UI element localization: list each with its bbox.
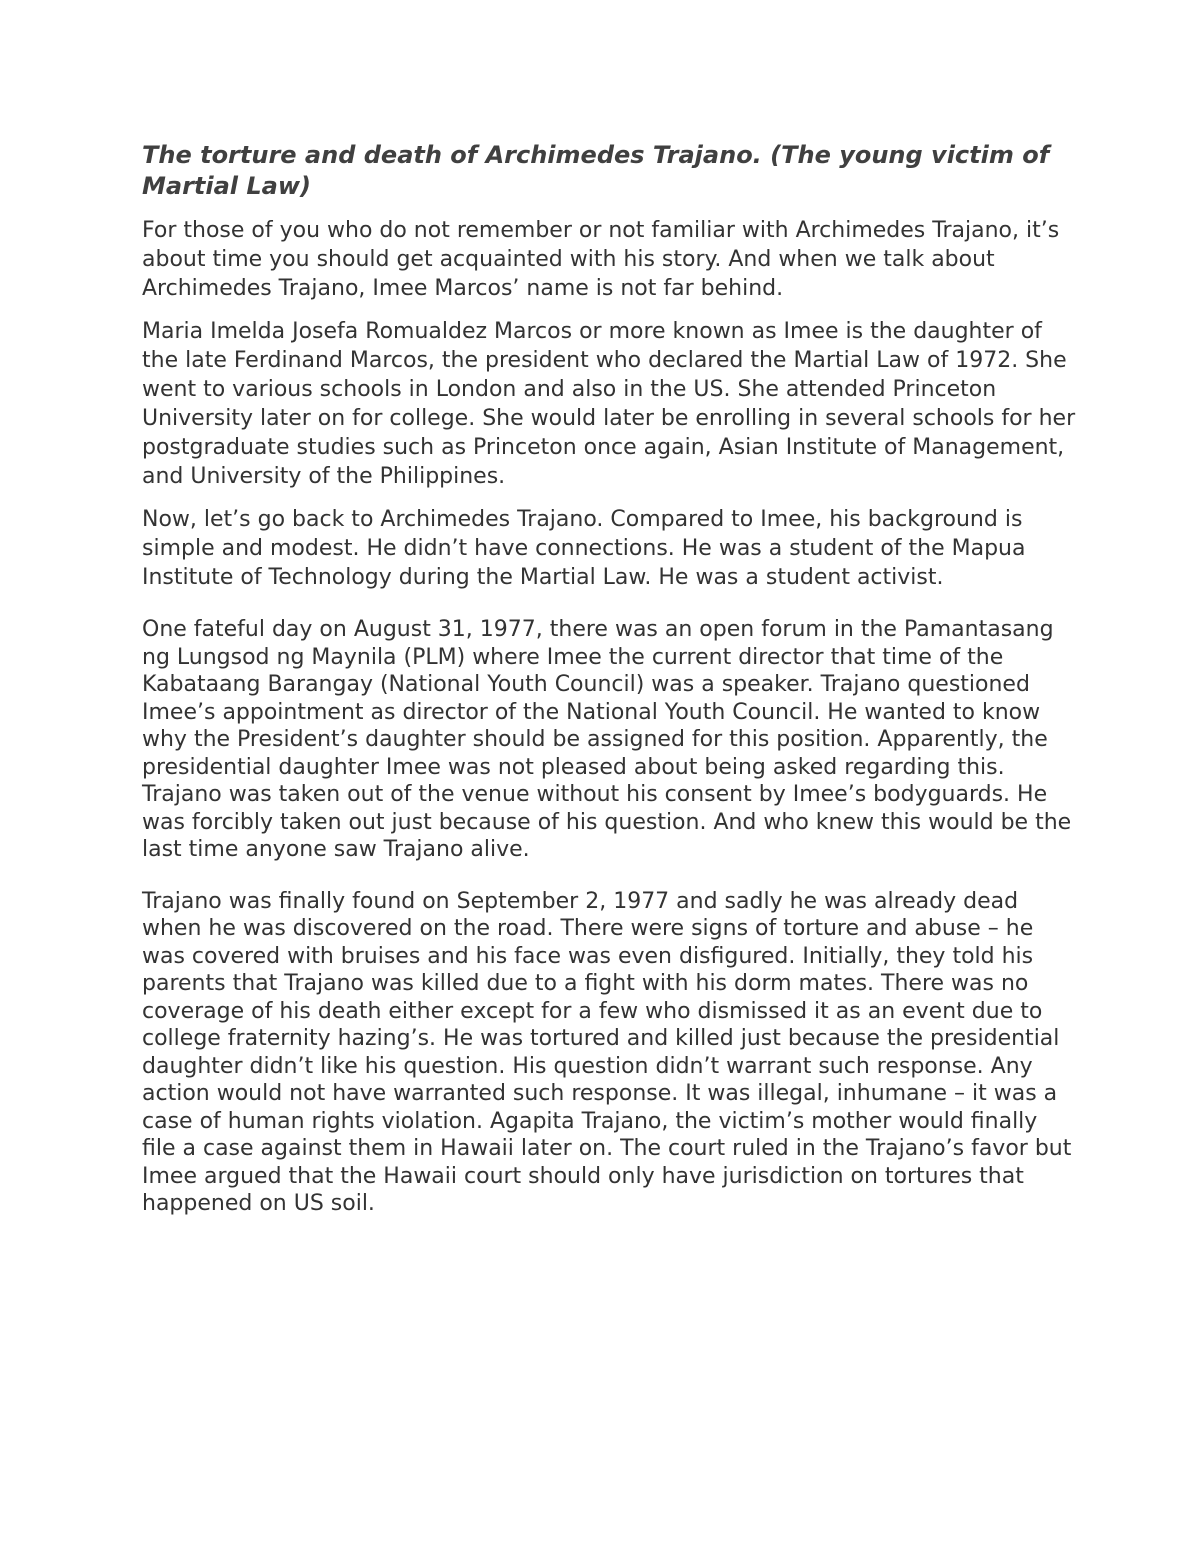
- paragraph-open-forum: One fateful day on August 31, 1977, there was an open forum in the Pamantasang ng Lungsod ng Maynila (PLM) where Imee the current director that time of the Kabataang Barangay (National Youth Council) was a speaker. Trajano questioned Imee’s appointment as director of the National Youth Council. He wanted to know why the President’s daughter should be assigned for this position. Apparently, the presidential daughter Imee was not pleased about being asked regarding this. Trajano was taken out of the venue without his consent by Imee’s bodyguards. He was forcibly taken out just because of his question. And who knew this would be the last time anyone saw Trajano alive.: [142, 617, 1072, 862]
- paragraph-death: Trajano was finally found on September 2, 1977 and sadly he was already dead when he was discovered on the road. There were signs of torture and abuse – he was covered with bruises and his face was even disfigured. Initially, they told his parents that Trajano was killed due to a fight with his dorm mates. There was no coverage of his death either except for a few who dismissed it as an event due to college fraternity hazing’s. He was tortured and killed just because the presidential daughter didn’t like his question. His question didn’t warrant such response. Any action would not have warranted such response. It was illegal, inhumane – it was a case of human rights violation. Agapita Trajano, the victim’s mother would finally file a case against them in Hawaii later on. The court ruled in the Trajano’s favor but Imee argued that the Hawaii court should only have jurisdiction on tortures that happened on US soil.: [142, 888, 1072, 1216]
- document-body: [142, 140, 1077, 1232]
- paragraph-trajano-background: Now, let’s go back to Archimedes Trajano. Compared to Imee, his background is simple and modest. He didn’t have connections. He was a student of the Mapua Institute of Technology during the Martial Law. He was a student activist.: [142, 507, 1026, 590]
- paragraph-intro: For those of you who do not remember or not familiar with Archimedes Trajano, it’s about time you should get acquainted with his story. And when we talk about Archimedes Trajano, Imee Marcos’ name is not far behind.: [142, 218, 1060, 301]
- paragraph-imee-background: Maria Imelda Josefa Romualdez Marcos or more known as Imee is the daughter of the late Ferdinand Marcos, the president who declared the Martial Law of 1972. She went to various schools in London and also in the US. She attended Princeton University later on for college. She would later be enrolling in several schools for her postgraduate studies such as Princeton once again, Asian Institute of Management, and University of the Philippines.: [142, 319, 1076, 489]
- document-title: The torture and death of Archimedes Trajano. (The young victim of Martial Law): [142, 141, 1050, 200]
